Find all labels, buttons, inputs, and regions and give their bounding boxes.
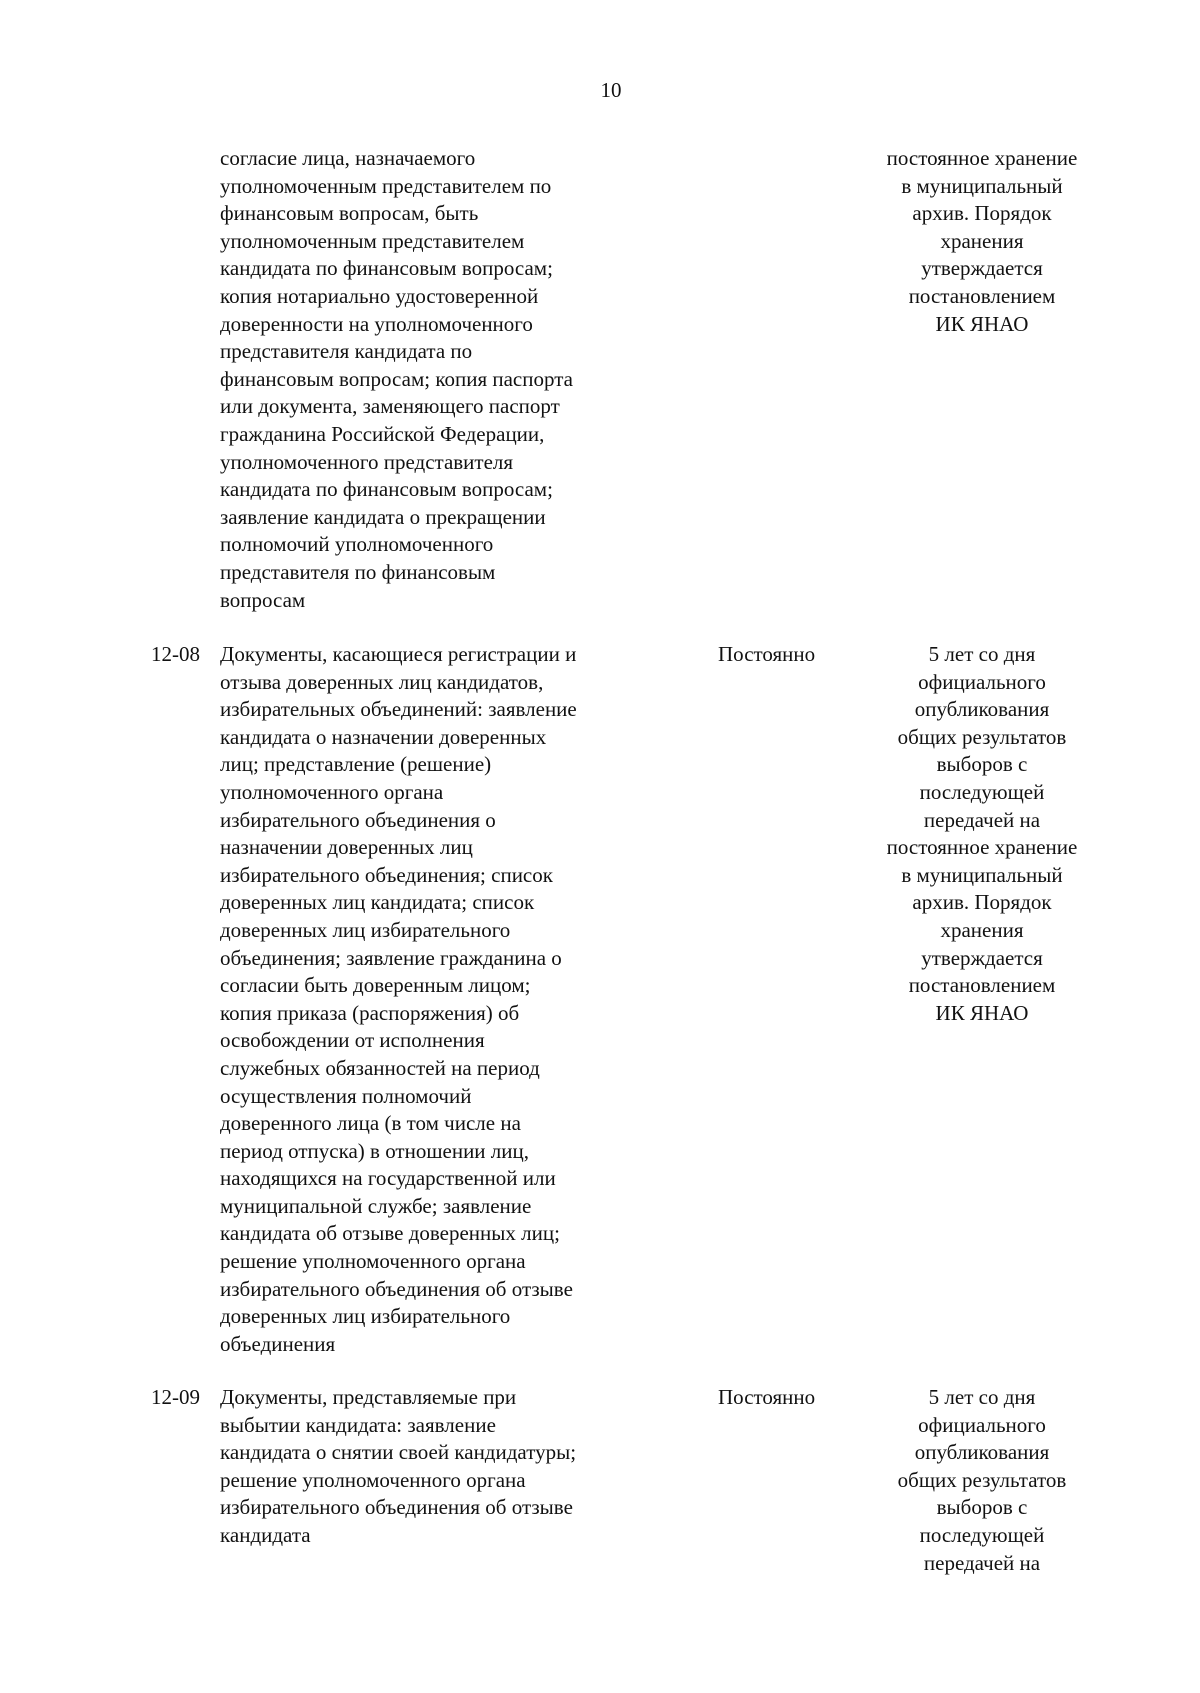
- row-note: 5 лет со дня официального опубликования общих результатов выборов с последующей передачей на: [897, 1385, 1067, 1575]
- row-note: 5 лет со дня официального опубликования общих результатов выборов с последующей передачей на постоянное хранение в муниципальный архив. Порядок хранения утверждается постановлением ИК ЯНАО: [886, 642, 1078, 1025]
- row-code: 12-09: [151, 1385, 200, 1409]
- row-note: постоянное хранение в муниципальный архив. Порядок хранения утверждается постановлением ИК ЯНАО: [886, 146, 1078, 336]
- row-description: согласие лица, назначаемого уполномоченным представителем по финансовым вопросам, быть уполномоченным представителем кандидата по финансовым вопросам; копия нотариально удостоверенной доверенности на уполномоченного представителя кандидата по финансовым вопросам; копия паспорта или документа, заменяющего паспорт гражданина Российской Федерации, уполномоченного представителя кандидата по финансовым вопросам; заявление кандидата о прекращении полномочий уполномоченного представителя по финансовым вопросам: [220, 146, 573, 612]
- row-description: Документы, представляемые при выбытии кандидата: заявление кандидата о снятии своей кандидатуры; решение уполномоченного органа избирательного объединения об отзыве кандидата: [220, 1385, 577, 1547]
- row-retention-term: Постоянно: [718, 1385, 816, 1409]
- row-code: 12-08: [151, 642, 200, 666]
- page-number: 10: [600, 78, 622, 102]
- row-description: Документы, касающиеся регистрации и отзыва доверенных лиц кандидатов, избирательных объединений: заявление кандидата о назначении доверенных лиц; представление (решение) уполномоченного органа избирательного объединения о назначении доверенных лиц избирательного объединения; список доверенных лиц кандидата; список доверенных лиц избирательного объединения; заявление гражданина о согласии быть доверенным лицом; копия приказа (распоряжения) об освобождении от исполнения служебных обязанностей на период осуществления полномочий доверенного лица (в том числе на период отпуска) в отношении лиц, находящихся на государственной или муниципальной службе; заявление кандидата об отзыве доверенных лиц; решение уполномоченного органа избирательного объединения об отзыве доверенных лиц избирательного объединения: [220, 642, 577, 1356]
- row-retention-term: Постоянно: [718, 642, 816, 666]
